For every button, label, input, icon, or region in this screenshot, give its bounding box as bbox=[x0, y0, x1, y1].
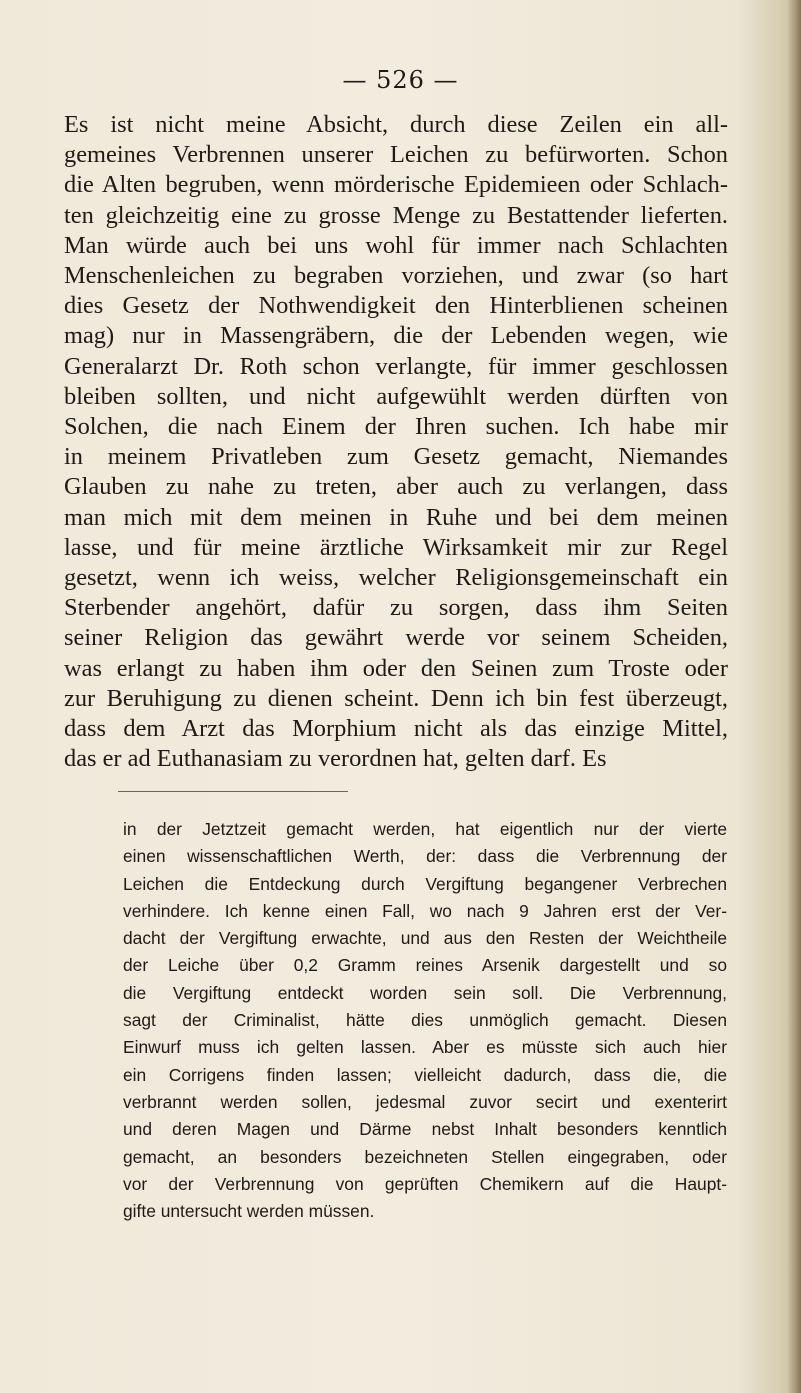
footnote-line: gemacht, an besonders bezeichneten Stellen eingegraben, oder bbox=[123, 1146, 727, 1167]
page-number: — 526 — bbox=[342, 66, 459, 94]
footnote-line: verbrannt werden sollen, jedesmal zuvor secirt und exenterirt bbox=[123, 1091, 727, 1112]
text-line: zur Beruhigung zu dienen scheint. Denn ich bin fest überzeugt, bbox=[64, 684, 728, 712]
text-line: das er ad Euthanasiam zu verordnen hat, gelten darf. Es bbox=[64, 745, 607, 773]
text-line: Menschenleichen zu begraben vorziehen, und zwar (so hart bbox=[64, 262, 728, 290]
footnote-rule bbox=[118, 791, 348, 792]
footnote-line: dacht der Vergiftung erwachte, und aus den Resten der Weichtheile bbox=[123, 928, 727, 949]
footnote-line: gifte untersucht werden müssen. bbox=[123, 1201, 375, 1222]
text-line: Generalarzt Dr. Roth schon verlangte, für immer geschlossen bbox=[64, 352, 728, 380]
text-line: mag) nur in Massengräbern, die der Lebenden wegen, wie bbox=[64, 322, 728, 350]
text-line: Glauben zu nahe zu treten, aber auch zu verlangen, dass bbox=[64, 473, 728, 501]
footnote-line: vor der Verbrennung von geprüften Chemikern auf die Haupt- bbox=[123, 1173, 727, 1194]
footnote-line: einen wissenschaftlichen Werth, der: dass die Verbrennung der bbox=[123, 846, 727, 867]
footnote-line: in der Jetztzeit gemacht werden, hat eigentlich nur der vierte bbox=[123, 819, 727, 839]
text-line: in meinem Privatleben zum Gesetz gemacht, Niemandes bbox=[64, 443, 728, 471]
footnote-line: verhindere. Ich kenne einen Fall, wo nach 9 Jahren erst der Ver- bbox=[123, 900, 727, 921]
footnote-line: der Leiche über 0,2 Gramm reines Arsenik dargestellt und so bbox=[123, 955, 727, 976]
text-line: gesetzt, wenn ich weiss, welcher Religionsgemeinschaft ein bbox=[64, 564, 728, 592]
page-edge-shadow bbox=[787, 0, 801, 1393]
main-text bbox=[64, 110, 728, 774]
text-line: seiner Religion das gewährt werde vor seinem Scheiden, bbox=[64, 624, 728, 652]
text-line: bleiben sollten, und nicht aufgewühlt werden dürften von bbox=[64, 382, 728, 410]
text-line: die Alten begruben, wenn mörderische Epidemieen oder Schlach- bbox=[64, 171, 728, 199]
footnote-line: die Vergiftung entdeckt worden sein soll. Die Verbrennung, bbox=[123, 982, 727, 1003]
footnote-text bbox=[123, 816, 727, 1225]
text-line: ten gleichzeitig eine zu grosse Menge zu Bestattender lieferten. bbox=[64, 201, 728, 229]
text-line: Man würde auch bei uns wohl für immer nach Schlachten bbox=[64, 231, 728, 259]
footnote-line: sagt der Criminalist, hätte dies unmöglich gemacht. Diesen bbox=[123, 1010, 727, 1031]
footnote-line: Leichen die Entdeckung durch Vergiftung begangener Verbrechen bbox=[123, 873, 727, 894]
text-line: dies Gesetz der Nothwendigkeit den Hinterblienen scheinen bbox=[64, 292, 728, 320]
footnote-line: Einwurf muss ich gelten lassen. Aber es müsste sich auch hier bbox=[123, 1037, 727, 1058]
text-line: man mich mit dem meinen in Ruhe und bei dem meinen bbox=[64, 503, 728, 531]
text-line: Solchen, die nach Einem der Ihren suchen. Ich habe mir bbox=[64, 413, 728, 441]
text-line: dass dem Arzt das Morphium nicht als das einzige Mittel, bbox=[64, 715, 728, 743]
footnote-line: und deren Magen und Därme nebst Inhalt besonders kenntlich bbox=[123, 1119, 727, 1140]
text-line: Es ist nicht meine Absicht, durch diese Zeilen ein all- bbox=[64, 111, 728, 138]
text-line: Sterbender angehört, dafür zu sorgen, dass ihm Seiten bbox=[64, 594, 728, 622]
footnote-line: ein Corrigens finden lassen; vielleicht dadurch, dass die, die bbox=[123, 1064, 727, 1085]
text-line: gemeines Verbrennen unserer Leichen zu befürworten. Schon bbox=[64, 141, 728, 169]
text-line: was erlangt zu haben ihm oder den Seinen zum Troste oder bbox=[64, 654, 728, 682]
text-line: lasse, und für meine ärztliche Wirksamkeit mir zur Regel bbox=[64, 533, 728, 561]
